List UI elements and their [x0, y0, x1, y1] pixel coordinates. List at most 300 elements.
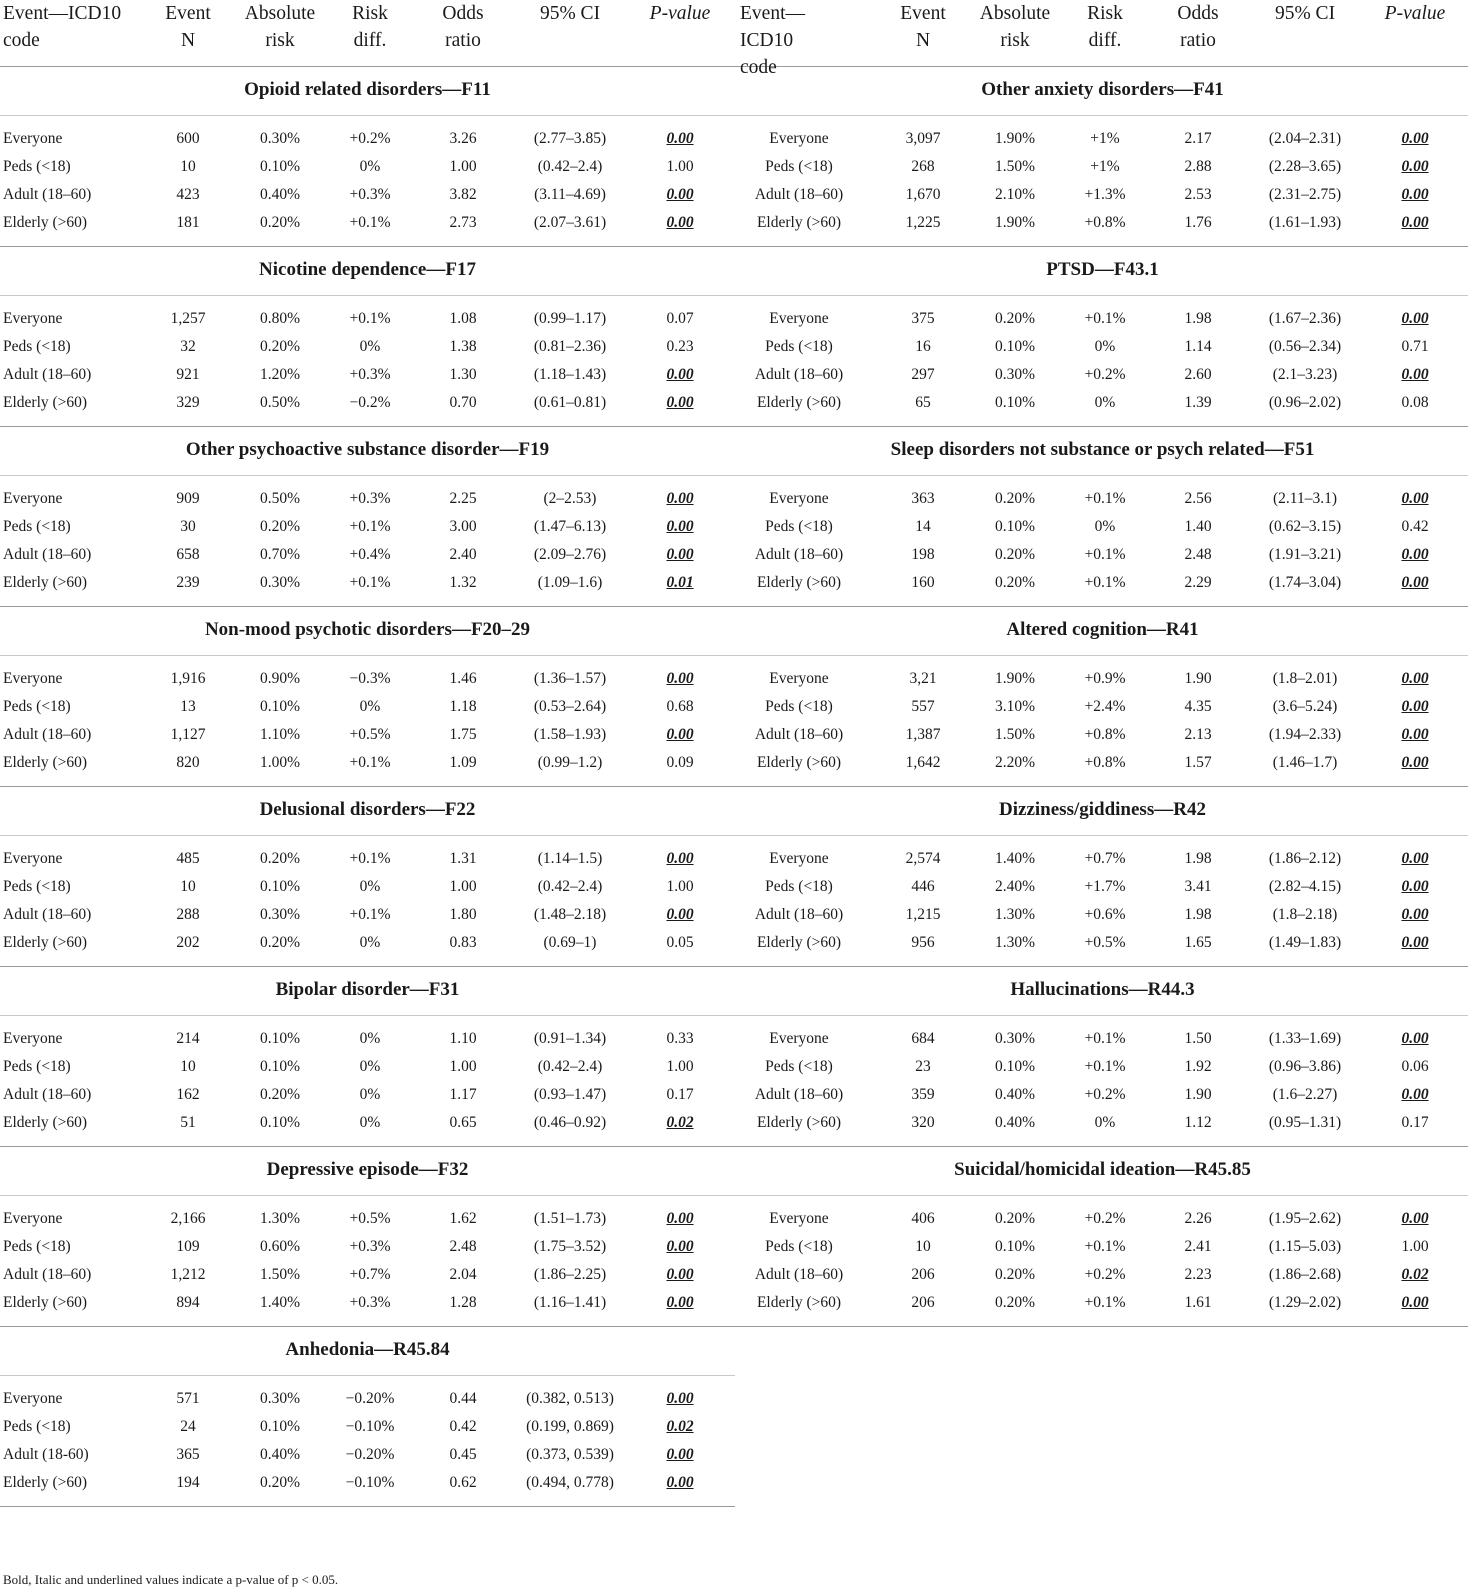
risk-diff: +0.2% [349, 130, 391, 147]
confidence-interval: (2.28–3.65) [1268, 158, 1342, 175]
risk-diff: +1.3% [1084, 186, 1126, 203]
p-value: 0.00 [1401, 934, 1429, 951]
row-label: Everyone [3, 850, 63, 867]
absolute-risk: 0.10% [259, 878, 301, 895]
row-label: Peds (<18) [765, 158, 833, 175]
risk-diff: +1% [1090, 158, 1120, 175]
confidence-interval: (1.09–1.6) [537, 574, 603, 591]
row-label: Adult (18-60) [3, 1446, 89, 1463]
risk-diff: 0% [1094, 518, 1116, 535]
p-value: 1.00 [666, 1058, 694, 1075]
absolute-risk: 0.40% [994, 1114, 1036, 1131]
odds-ratio: 1.00 [449, 158, 477, 175]
table-row [735, 513, 1468, 541]
odds-ratio: 0.42 [449, 1418, 477, 1435]
event-n: 359 [911, 1086, 935, 1103]
row-label: Adult (18–60) [3, 186, 92, 203]
row-label: Peds (<18) [3, 878, 71, 895]
p-value: 0.00 [1401, 670, 1429, 687]
event-n: 194 [176, 1474, 200, 1491]
table-row [0, 569, 735, 597]
absolute-risk: 0.10% [994, 1238, 1036, 1255]
confidence-interval: (2.09–2.76) [533, 546, 607, 563]
confidence-interval: (0.61–0.81) [533, 394, 607, 411]
section-title: PTSD—F43.1 [735, 247, 1468, 296]
table-row [735, 721, 1468, 749]
risk-diff: +0.5% [349, 726, 391, 743]
absolute-risk: 0.20% [259, 1086, 301, 1103]
confidence-interval: (0.42–2.4) [537, 1058, 603, 1075]
row-label: Everyone [3, 1030, 63, 1047]
row-label: Peds (<18) [765, 698, 833, 715]
confidence-interval: (1.46–1.7) [1272, 754, 1338, 771]
p-value: 0.00 [666, 906, 694, 923]
table-section [0, 787, 735, 967]
table-row [0, 361, 735, 389]
odds-ratio: 2.26 [1184, 1210, 1212, 1227]
row-label: Adult (18–60) [754, 906, 844, 923]
p-value: 0.71 [1401, 338, 1429, 355]
table-section [0, 1147, 735, 1327]
section-rows [0, 836, 735, 966]
event-n: 571 [176, 1390, 200, 1407]
confidence-interval: (0.99–1.2) [537, 754, 603, 771]
event-n: 288 [176, 906, 200, 923]
row-label: Everyone [3, 310, 63, 327]
risk-diff: 0% [1094, 1114, 1116, 1131]
odds-ratio: 2.40 [449, 546, 477, 563]
event-n: 23 [915, 1058, 931, 1075]
confidence-interval: (1.47–6.13) [533, 518, 607, 535]
p-value: 0.00 [1401, 158, 1429, 175]
odds-ratio: 1.10 [449, 1030, 477, 1047]
risk-diff: +0.1% [1084, 574, 1126, 591]
table-row [735, 845, 1468, 873]
table-row [735, 749, 1468, 777]
row-label: Peds (<18) [3, 518, 71, 535]
table-row [735, 181, 1468, 209]
row-label: Everyone [3, 670, 63, 687]
p-value: 0.00 [1401, 1086, 1429, 1103]
absolute-risk: 1.30% [994, 906, 1036, 923]
row-label: Everyone [3, 490, 63, 507]
absolute-risk: 1.30% [259, 1210, 301, 1227]
confidence-interval: (0.42–2.4) [537, 878, 603, 895]
table-row [735, 1025, 1468, 1053]
event-n: 1,127 [170, 726, 206, 743]
section-title: Other psychoactive substance disorder—F19 [0, 427, 735, 476]
table-row [735, 1053, 1468, 1081]
confidence-interval: (1.14–1.5) [537, 850, 603, 867]
left-header-row [0, 0, 735, 67]
odds-ratio: 3.41 [1184, 878, 1212, 895]
absolute-risk: 0.20% [259, 934, 301, 951]
header-risk-diff: Risk diff. [352, 3, 388, 51]
event-n: 2,574 [905, 850, 941, 867]
odds-ratio: 1.90 [1184, 670, 1212, 687]
absolute-risk: 2.20% [994, 754, 1036, 771]
table-row [0, 541, 735, 569]
left-sections [0, 67, 735, 1507]
header-event-code: Event—ICD10 code [3, 3, 122, 51]
row-label: Elderly (>60) [3, 1474, 88, 1491]
event-n: 1,387 [905, 726, 941, 743]
section-rows [735, 656, 1468, 786]
event-n: 1,225 [905, 214, 941, 231]
p-value: 0.00 [1401, 186, 1429, 203]
table-row [0, 873, 735, 901]
risk-diff: 0% [359, 158, 381, 175]
event-n: 1,670 [905, 186, 941, 203]
table-row [0, 929, 735, 957]
row-label: Elderly (>60) [3, 754, 88, 771]
p-value: 0.68 [666, 698, 694, 715]
confidence-interval: (2.04–2.31) [1268, 130, 1342, 147]
odds-ratio: 1.14 [1184, 338, 1212, 355]
confidence-interval: (1.33–1.69) [1268, 1030, 1342, 1047]
risk-diff: −0.3% [349, 670, 391, 687]
p-value: 1.00 [1401, 1238, 1429, 1255]
row-label: Everyone [769, 130, 829, 147]
p-value: 0.00 [666, 1238, 694, 1255]
section-title: Other anxiety disorders—F41 [735, 67, 1468, 116]
p-value: 0.00 [666, 1390, 694, 1407]
header-event-code: Event—ICD10 code [740, 3, 805, 78]
event-n: 13 [180, 698, 196, 715]
odds-ratio: 2.04 [449, 1266, 477, 1283]
p-value: 0.00 [1401, 878, 1429, 895]
section-rows [735, 1016, 1468, 1146]
left-table-panel [0, 0, 735, 1507]
p-value: 0.00 [666, 546, 694, 563]
risk-diff: +0.9% [1084, 670, 1126, 687]
table-section [0, 247, 735, 427]
confidence-interval: (1.61–1.93) [1268, 214, 1342, 231]
odds-ratio: 2.23 [1184, 1266, 1212, 1283]
event-n: 3,097 [905, 130, 941, 147]
odds-ratio: 1.12 [1184, 1114, 1212, 1131]
row-label: Everyone [769, 850, 829, 867]
row-label: Elderly (>60) [3, 934, 88, 951]
event-n: 51 [180, 1114, 196, 1131]
p-value: 0.00 [1401, 574, 1429, 591]
risk-diff: +0.1% [1084, 490, 1126, 507]
confidence-interval: (1.95–2.62) [1268, 1210, 1342, 1227]
absolute-risk: 0.20% [259, 518, 301, 535]
table-section [0, 427, 735, 607]
table-row [735, 389, 1468, 417]
odds-ratio: 1.75 [449, 726, 477, 743]
absolute-risk: 1.50% [994, 158, 1036, 175]
event-n: 10 [180, 878, 196, 895]
risk-diff: +0.1% [349, 574, 391, 591]
odds-ratio: 1.50 [1184, 1030, 1212, 1047]
confidence-interval: (1.29–2.02) [1268, 1294, 1342, 1311]
absolute-risk: 2.40% [994, 878, 1036, 895]
row-label: Peds (<18) [765, 338, 833, 355]
odds-ratio: 2.29 [1184, 574, 1212, 591]
odds-ratio: 2.13 [1184, 726, 1212, 743]
confidence-interval: (3.11–4.69) [534, 186, 606, 203]
p-value: 0.00 [1401, 906, 1429, 923]
absolute-risk: 1.40% [994, 850, 1036, 867]
odds-ratio: 1.62 [449, 1210, 477, 1227]
risk-diff: +0.1% [349, 214, 391, 231]
absolute-risk: 2.10% [994, 186, 1036, 203]
confidence-interval: (0.93–1.47) [533, 1086, 607, 1103]
row-label: Elderly (>60) [3, 394, 88, 411]
risk-diff: +2.4% [1084, 698, 1126, 715]
table-row [735, 305, 1468, 333]
header-odds-ratio: Odds ratio [442, 3, 484, 51]
table-section [735, 247, 1468, 427]
absolute-risk: 0.40% [259, 186, 301, 203]
table-row [735, 1081, 1468, 1109]
absolute-risk: 0.20% [994, 310, 1036, 327]
odds-ratio: 1.28 [449, 1294, 477, 1311]
row-label: Everyone [769, 1210, 829, 1227]
event-n: 406 [911, 1210, 935, 1227]
absolute-risk: 0.10% [259, 1058, 301, 1075]
section-rows [735, 116, 1468, 246]
risk-diff: +0.7% [1084, 850, 1126, 867]
table-section [0, 1327, 735, 1507]
table-section [735, 967, 1468, 1147]
risk-diff: +0.3% [349, 1238, 391, 1255]
odds-ratio: 1.76 [1184, 214, 1212, 231]
confidence-interval: (0.53–2.64) [533, 698, 607, 715]
table-section [0, 67, 735, 247]
row-label: Peds (<18) [3, 698, 71, 715]
odds-ratio: 3.26 [449, 130, 477, 147]
p-value: 0.00 [666, 850, 694, 867]
absolute-risk: 3.10% [994, 698, 1036, 715]
table-row [735, 873, 1468, 901]
absolute-risk: 1.00% [259, 754, 301, 771]
table-row [0, 1053, 735, 1081]
confidence-interval: (2.77–3.85) [533, 130, 607, 147]
confidence-interval: (0.95–1.31) [1268, 1114, 1342, 1131]
absolute-risk: 0.40% [994, 1086, 1036, 1103]
risk-diff: 0% [1094, 394, 1116, 411]
absolute-risk: 0.10% [994, 518, 1036, 535]
risk-diff: 0% [359, 1114, 381, 1131]
table-row [735, 485, 1468, 513]
risk-diff: +0.3% [349, 1294, 391, 1311]
confidence-interval: (1.36–1.57) [533, 670, 607, 687]
risk-diff: +0.5% [349, 1210, 391, 1227]
section-title: Suicidal/homicidal ideation—R45.85 [735, 1147, 1468, 1196]
confidence-interval: (0.56–2.34) [1268, 338, 1342, 355]
table-section [735, 1147, 1468, 1327]
table-row [735, 1109, 1468, 1137]
p-value: 0.02 [666, 1418, 694, 1435]
row-label: Adult (18–60) [3, 726, 92, 743]
risk-diff: 0% [359, 878, 381, 895]
p-value: 0.00 [1401, 366, 1429, 383]
section-rows [735, 1196, 1468, 1326]
table-row [0, 749, 735, 777]
event-n: 1,212 [170, 1266, 206, 1283]
odds-ratio: 1.92 [1184, 1058, 1212, 1075]
event-n: 684 [911, 1030, 935, 1047]
risk-diff: 0% [359, 698, 381, 715]
right-header-row [735, 0, 1468, 78]
confidence-interval: (0.382, 0.513) [526, 1390, 614, 1407]
table-row [0, 389, 735, 417]
risk-diff: 0% [359, 1086, 381, 1103]
odds-ratio: 1.38 [449, 338, 477, 355]
header-odds-ratio: Odds ratio [1177, 3, 1219, 51]
p-value: 0.02 [666, 1114, 694, 1131]
absolute-risk: 0.20% [994, 1266, 1036, 1283]
p-value: 0.08 [1401, 394, 1429, 411]
odds-ratio: 0.45 [449, 1446, 477, 1463]
table-row [735, 125, 1468, 153]
confidence-interval: (2–2.53) [543, 490, 597, 507]
section-rows [0, 296, 735, 426]
table-row [735, 929, 1468, 957]
table-row [0, 1081, 735, 1109]
risk-diff: +0.1% [1084, 310, 1126, 327]
table-row [0, 125, 735, 153]
odds-ratio: 2.41 [1184, 1238, 1212, 1255]
p-value: 0.17 [1401, 1114, 1429, 1131]
event-n: 375 [911, 310, 935, 327]
section-rows [0, 1376, 735, 1506]
absolute-risk: 0.20% [994, 574, 1036, 591]
p-value: 0.00 [1401, 1210, 1429, 1227]
row-label: Adult (18–60) [754, 546, 844, 563]
section-title: Sleep disorders not substance or psych related—F51 [735, 427, 1468, 476]
absolute-risk: 0.20% [994, 546, 1036, 563]
table-row [735, 901, 1468, 929]
event-n: 214 [176, 1030, 200, 1047]
table-row [0, 901, 735, 929]
event-n: 557 [911, 698, 935, 715]
table-row [0, 845, 735, 873]
section-rows [0, 656, 735, 786]
event-n: 909 [176, 490, 200, 507]
confidence-interval: (2.11–3.1) [1273, 490, 1337, 507]
header-p-value: P-value [1384, 3, 1446, 24]
odds-ratio: 2.88 [1184, 158, 1212, 175]
odds-ratio: 1.32 [449, 574, 477, 591]
section-title: Anhedonia—R45.84 [0, 1327, 735, 1376]
odds-ratio: 1.18 [449, 698, 477, 715]
risk-diff: +0.2% [1084, 1266, 1126, 1283]
p-value: 0.00 [666, 1474, 694, 1491]
table-row [735, 1205, 1468, 1233]
odds-ratio: 2.48 [449, 1238, 477, 1255]
table-row [0, 485, 735, 513]
event-n: 956 [911, 934, 935, 951]
table-row [0, 1109, 735, 1137]
absolute-risk: 0.40% [259, 1446, 301, 1463]
table-row [0, 693, 735, 721]
event-n: 268 [911, 158, 935, 175]
row-label: Peds (<18) [3, 338, 71, 355]
p-value: 0.00 [666, 726, 694, 743]
risk-diff: +1.7% [1084, 878, 1126, 895]
risk-diff: −0.20% [345, 1390, 395, 1407]
risk-diff: +0.1% [349, 850, 391, 867]
event-n: 894 [176, 1294, 200, 1311]
section-title: Altered cognition—R41 [735, 607, 1468, 656]
risk-diff: +0.7% [349, 1266, 391, 1283]
event-n: 820 [176, 754, 200, 771]
section-title: Bipolar disorder—F31 [0, 967, 735, 1016]
p-value: 0.00 [1401, 130, 1429, 147]
event-n: 10 [180, 158, 196, 175]
event-n: 16 [915, 338, 931, 355]
confidence-interval: (1.58–1.93) [533, 726, 607, 743]
table-row [0, 1441, 735, 1469]
table-row [0, 333, 735, 361]
absolute-risk: 0.50% [259, 490, 301, 507]
section-title: Hallucinations—R44.3 [735, 967, 1468, 1016]
risk-diff: +0.5% [1084, 934, 1126, 951]
p-value: 0.00 [1401, 310, 1429, 327]
row-label: Everyone [3, 1390, 63, 1407]
risk-diff: −0.20% [345, 1446, 395, 1463]
event-n: 485 [176, 850, 200, 867]
odds-ratio: 1.00 [449, 1058, 477, 1075]
section-title: Non-mood psychotic disorders—F20–29 [0, 607, 735, 656]
table-row [0, 665, 735, 693]
row-label: Peds (<18) [3, 158, 71, 175]
p-value: 0.00 [1401, 546, 1429, 563]
risk-diff: +0.8% [1084, 754, 1126, 771]
absolute-risk: 1.90% [994, 670, 1036, 687]
table-row [735, 1233, 1468, 1261]
section-rows [735, 296, 1468, 426]
p-value: 0.00 [666, 130, 694, 147]
row-label: Elderly (>60) [756, 214, 842, 231]
p-value: 0.00 [666, 1294, 694, 1311]
p-value: 0.00 [666, 518, 694, 535]
absolute-risk: 1.10% [259, 726, 301, 743]
p-value: 0.33 [666, 1030, 694, 1047]
p-value: 0.07 [666, 310, 694, 327]
event-n: 363 [911, 490, 935, 507]
event-n: 658 [176, 546, 200, 563]
odds-ratio: 0.44 [449, 1390, 477, 1407]
odds-ratio: 1.61 [1184, 1294, 1212, 1311]
event-n: 30 [180, 518, 196, 535]
row-label: Adult (18–60) [3, 366, 92, 383]
absolute-risk: 0.70% [259, 546, 301, 563]
absolute-risk: 0.30% [994, 1030, 1036, 1047]
p-value: 0.00 [666, 490, 694, 507]
p-value: 0.00 [666, 1266, 694, 1283]
row-label: Elderly (>60) [3, 574, 88, 591]
risk-diff: +0.3% [349, 186, 391, 203]
table-section [735, 427, 1468, 607]
event-n: 1,916 [170, 670, 206, 687]
odds-ratio: 0.83 [449, 934, 477, 951]
row-label: Adult (18–60) [3, 906, 92, 923]
odds-ratio: 2.60 [1184, 366, 1212, 383]
p-value: 0.00 [666, 366, 694, 383]
confidence-interval: (0.91–1.34) [533, 1030, 607, 1047]
table-row [0, 1205, 735, 1233]
absolute-risk: 0.10% [259, 1114, 301, 1131]
event-n: 160 [911, 574, 935, 591]
row-label: Everyone [3, 1210, 63, 1227]
absolute-risk: 1.50% [259, 1266, 301, 1283]
table-section [735, 67, 1468, 247]
